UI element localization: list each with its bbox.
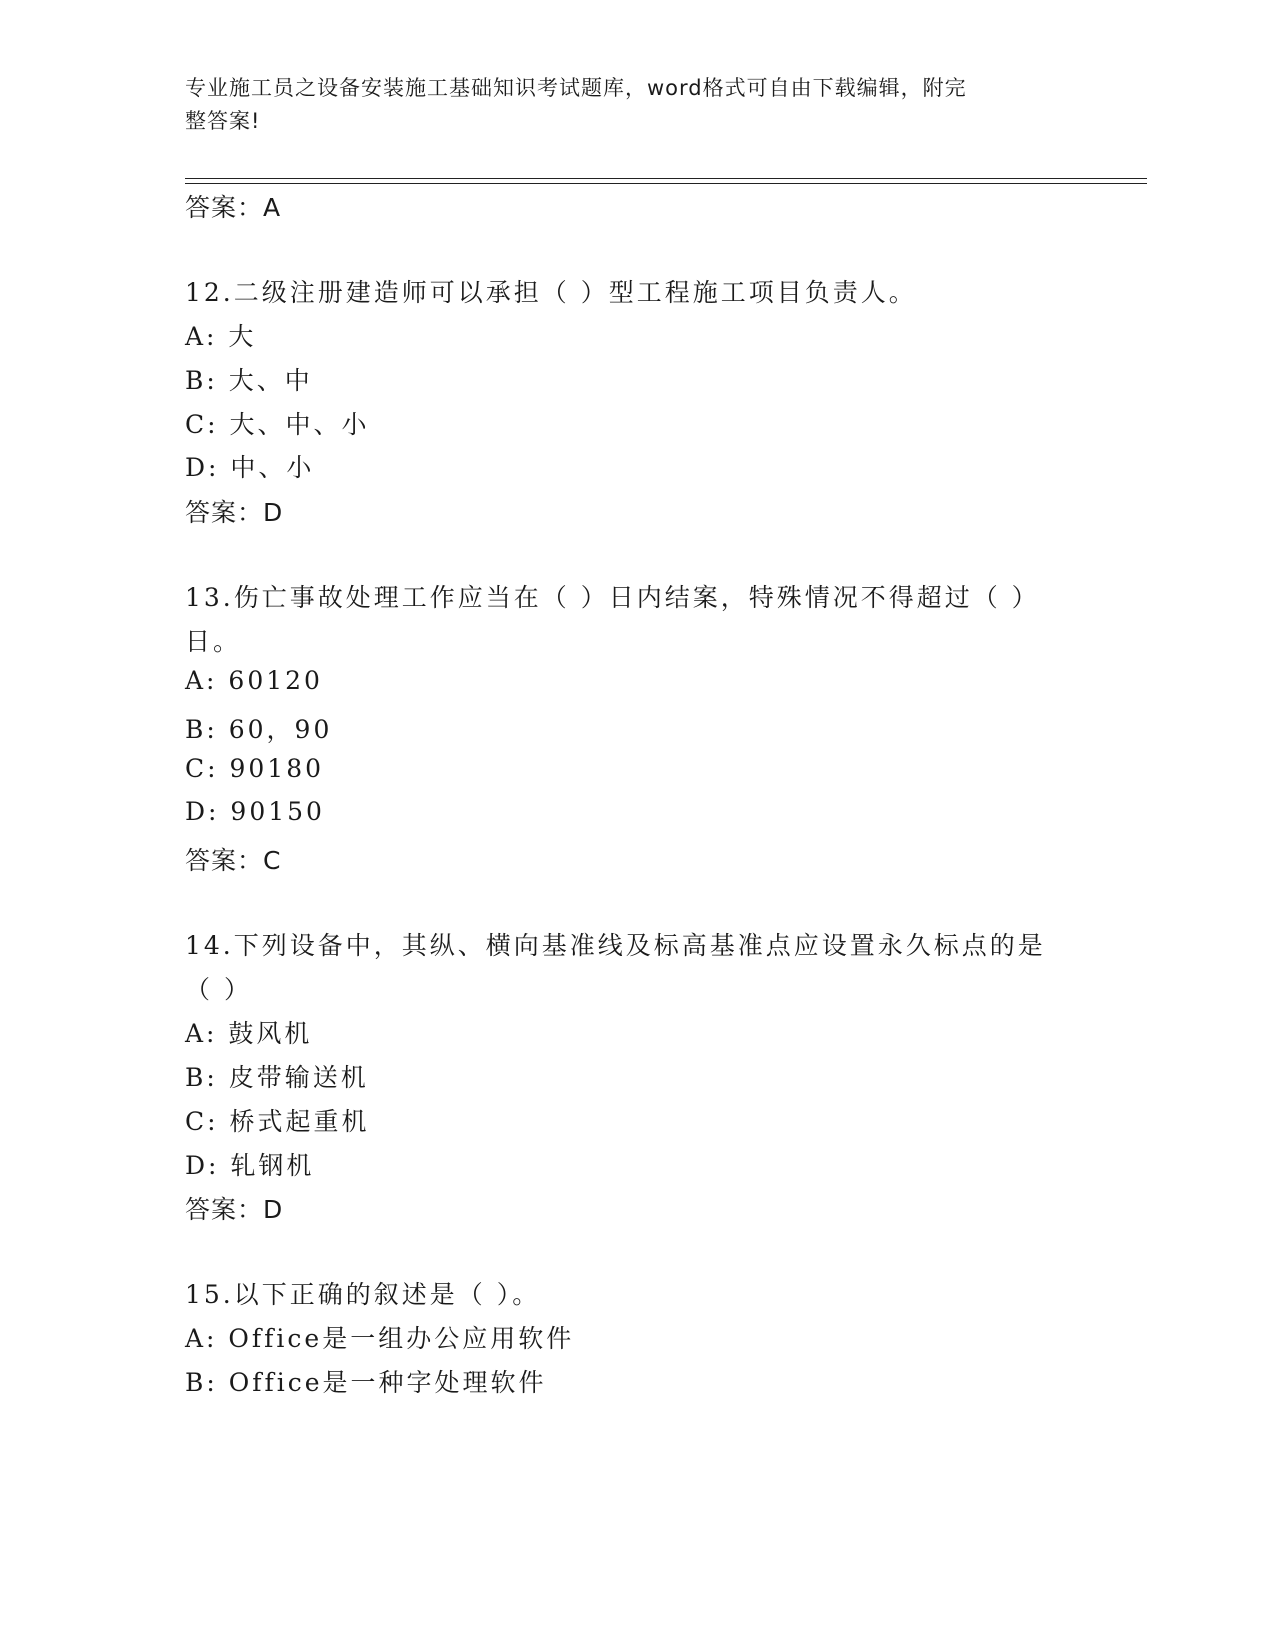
question-12-option-c: C: 大、中、小 bbox=[185, 410, 370, 439]
question-13-text-line-2: 日。 bbox=[185, 627, 242, 656]
question-15-option-b: B: Office是一种字处理软件 bbox=[185, 1368, 547, 1397]
header-rule-bottom bbox=[185, 183, 1147, 184]
question-12-option-d: D: 中、小 bbox=[185, 453, 315, 482]
question-12-text: 12.二级注册建造师可以承担（ ）型工程施工项目负责人。 bbox=[185, 278, 917, 307]
answer-12: 答案：D bbox=[185, 498, 284, 527]
question-13-text-line-1: 13.伤亡事故处理工作应当在（ ）日内结案，特殊情况不得超过（ ） bbox=[185, 583, 1040, 612]
question-14-text-line-1: 14.下列设备中，其纵、横向基准线及标高基准点应设置永久标点的是 bbox=[185, 931, 1046, 960]
question-12-option-b: B: 大、中 bbox=[185, 366, 313, 395]
question-13-option-c: C: 90180 bbox=[185, 754, 325, 783]
answer-11: 答案：A bbox=[185, 193, 282, 222]
header-line-2: 整答案! bbox=[185, 109, 261, 133]
question-14-text-line-2: （ ） bbox=[185, 975, 252, 1004]
answer-14: 答案：D bbox=[185, 1195, 284, 1224]
question-12-option-a: A: 大 bbox=[185, 322, 257, 351]
question-13-option-d: D: 90150 bbox=[185, 797, 325, 826]
question-15-text: 15.以下正确的叙述是（ ）。 bbox=[185, 1280, 541, 1309]
header-rule-top bbox=[185, 178, 1147, 179]
header-line-1: 专业施工员之设备安装施工基础知识考试题库，word格式可自由下载编辑，附完 bbox=[185, 76, 967, 100]
question-14-option-a: A: 鼓风机 bbox=[185, 1019, 313, 1048]
question-13-option-b: B: 60，90 bbox=[185, 715, 333, 744]
answer-13: 答案：C bbox=[185, 846, 282, 875]
question-15-option-a: A: Office是一组办公应用软件 bbox=[185, 1324, 575, 1353]
question-14-option-d: D: 轧钢机 bbox=[185, 1151, 315, 1180]
question-14-option-b: B: 皮带输送机 bbox=[185, 1063, 369, 1092]
question-14-option-c: C: 桥式起重机 bbox=[185, 1107, 370, 1136]
question-13-option-a: A: 60120 bbox=[185, 666, 323, 695]
document-header bbox=[185, 72, 1065, 138]
